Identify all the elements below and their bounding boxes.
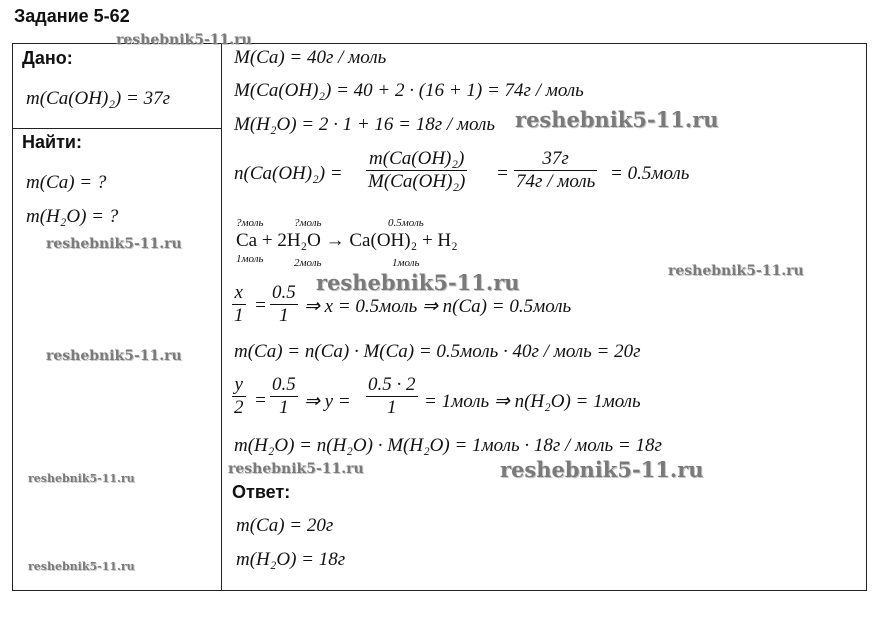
- watermark: reshebnik5-11.ru: [668, 263, 804, 279]
- reaction-top-h2o: ?моль: [294, 217, 322, 229]
- answer-line-1: m(Ca) = 20г: [236, 515, 334, 536]
- n-result: = 0.5моль: [610, 163, 690, 184]
- n-fraction-values: [514, 148, 597, 193]
- x-fraction: [232, 282, 246, 327]
- mass-h2o-calc: m(H₂O) = n(H₂O) · M(H₂O) = 1моль · 18г / моль = 18г: [234, 435, 662, 456]
- n-frac1-numerator: m(Ca(OH)₂): [369, 148, 465, 169]
- reaction-bottom-h2o: 2моль: [294, 257, 322, 269]
- n-caoh2-lhs: n(Ca(OH)₂) =: [234, 163, 343, 184]
- y-numerator-3: 0.5 · 2: [368, 374, 416, 395]
- y-result: = 1моль ⇒ n(H₂O) = 1моль: [424, 391, 641, 412]
- given-find-divider: [12, 128, 222, 129]
- molar-mass-h2o: M(H₂O) = 2 · 1 + 16 = 18г / моль: [234, 114, 496, 135]
- given-line: m(Ca(OH)₂) = 37г: [26, 88, 170, 109]
- y-denominator-3: 1: [387, 397, 397, 418]
- y-denominator-2: 1: [279, 397, 289, 418]
- watermark: reshebnik5-11.ru: [228, 461, 364, 477]
- y-mid: ⇒ y =: [304, 391, 351, 412]
- watermark: reshebnik5-11.ru: [116, 32, 252, 48]
- y-equals: =: [254, 390, 267, 411]
- task-title: Задание 5-62: [14, 6, 130, 26]
- y-fraction-3: [366, 374, 418, 419]
- y-numerator: y: [234, 374, 243, 395]
- x-fraction-2: [270, 282, 298, 327]
- reaction-top-ca: ?моль: [236, 217, 264, 229]
- n-equals: =: [496, 163, 509, 184]
- n-frac1-denominator: M(Ca(OH)₂): [368, 171, 466, 192]
- watermark: reshebnik5-11.ru: [28, 472, 135, 485]
- answer-heading: Ответ:: [232, 482, 291, 502]
- find-heading: Найти:: [22, 132, 82, 152]
- y-denominator: 2: [234, 397, 244, 418]
- watermark: reshebnik5-11.ru: [515, 107, 719, 132]
- find-line-2: m(H₂O) = ?: [26, 206, 119, 227]
- watermark: reshebnik5-11.ru: [46, 236, 182, 252]
- n-frac2-numerator: 37г: [542, 148, 569, 169]
- column-divider: [221, 43, 222, 591]
- n-frac2-denominator: 74г / моль: [516, 171, 596, 192]
- find-line-1: m(Ca) = ?: [26, 172, 107, 193]
- watermark: reshebnik5-11.ru: [46, 348, 182, 364]
- molar-mass-caoh2: M(Ca(OH)₂) = 40 + 2 · (16 + 1) = 74г / моль: [234, 80, 584, 101]
- reaction-bottom-caoh2: 1моль: [392, 257, 420, 269]
- answer-line-2: m(H₂O) = 18г: [236, 549, 346, 570]
- x-numerator-2: 0.5: [272, 282, 296, 303]
- reaction-bottom-ca: 1моль: [236, 253, 264, 265]
- x-numerator: x: [234, 282, 243, 303]
- y-fraction-2: [270, 374, 298, 419]
- x-denominator-2: 1: [279, 305, 289, 326]
- watermark: reshebnik5-11.ru: [28, 560, 135, 573]
- reaction-top-caoh2: 0.5моль: [388, 217, 424, 229]
- watermark: reshebnik5-11.ru: [316, 270, 520, 295]
- n-fraction-formula: [366, 148, 467, 193]
- x-denominator: 1: [234, 305, 244, 326]
- mass-ca-calc: m(Ca) = n(Ca) · M(Ca) = 0.5моль · 40г / моль = 20г: [234, 341, 641, 362]
- reaction-equation: Ca + 2H₂O → Ca(OH)₂ + H₂: [236, 230, 458, 251]
- watermark: reshebnik5-11.ru: [500, 457, 704, 482]
- y-numerator-2: 0.5: [272, 374, 296, 395]
- x-equals: =: [254, 295, 267, 316]
- molar-mass-ca: M(Ca) = 40г / моль: [234, 47, 387, 68]
- y-fraction: [232, 374, 246, 419]
- given-heading: Дано:: [22, 48, 73, 68]
- x-result: ⇒ x = 0.5моль ⇒ n(Ca) = 0.5моль: [304, 296, 572, 317]
